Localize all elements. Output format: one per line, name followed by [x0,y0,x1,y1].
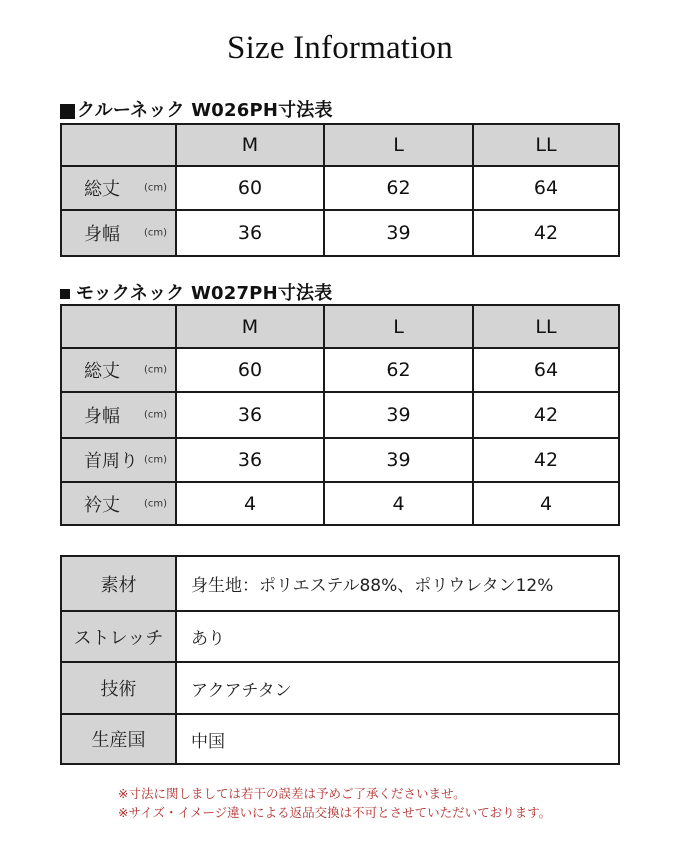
spec-value-stretch: あり [176,611,619,662]
row-label-total-length [61,166,176,210]
spec-value-country: 中国 [176,714,619,764]
spec-label-stretch: ストレッチ [61,611,176,662]
value-cell: 36 [176,438,324,482]
corner-cell [61,305,176,348]
page-title: Size Information [227,30,453,66]
table-row [61,611,619,662]
row-label-body-width [61,392,176,438]
value-cell: 39 [324,438,473,482]
row-label-text: 衿丈 [84,494,120,516]
row-label-text: 総丈 [84,361,120,382]
square-bullet-icon [60,289,70,299]
table-row [61,348,619,392]
table-row [61,166,619,210]
unit-label: (cm) [143,364,167,376]
corner-cell [61,124,176,166]
value-cell: 64 [473,166,619,210]
value-cell: 42 [473,392,619,438]
unit-label: (cm) [143,454,167,466]
table-row [61,556,619,611]
value-cell: 36 [176,210,324,256]
value-cell: 42 [473,438,619,482]
value-cell: 42 [473,210,619,256]
crew-neck-heading-text: クルーネック W026PH寸法表 [77,100,333,121]
row-label-collar-height [61,482,176,525]
crew-neck-size-table [60,123,620,257]
table-row [61,482,619,525]
column-header-ll: LL [473,305,619,348]
value-cell: 62 [324,166,473,210]
note-measurement-tolerance: ※寸法に関しましては若干の誤差は予めご了承くださいませ。 [118,786,466,801]
spec-value-material: 身生地：ポリエステル88%、ポリウレタン12% [176,556,619,611]
disclaimer-notes [118,784,551,822]
column-header-l: L [324,124,473,166]
mock-neck-heading-text: モックネック W027PH寸法表 [76,283,333,304]
value-cell: 4 [473,482,619,525]
row-label-text: 身幅 [84,224,120,245]
row-label-text: 身幅 [84,406,120,427]
value-cell: 60 [176,348,324,392]
column-header-ll: LL [473,124,619,166]
table-row [61,392,619,438]
row-label-neck-circumference [61,438,176,482]
table-header-row [61,124,619,166]
spec-label-material: 素材 [61,556,176,611]
value-cell: 64 [473,348,619,392]
table-row [61,662,619,714]
product-spec-table [60,555,620,765]
unit-label: (cm) [143,227,167,239]
column-header-l: L [324,305,473,348]
row-label-body-width [61,210,176,256]
table-row [61,714,619,764]
value-cell: 39 [324,210,473,256]
mock-neck-size-table [60,304,620,526]
unit-label: (cm) [143,409,167,421]
row-label-total-length [61,348,176,392]
crew-neck-heading [60,96,333,122]
spec-value-technology: アクアチタン [176,662,619,714]
value-cell: 4 [324,482,473,525]
spec-label-technology: 技術 [61,662,176,714]
table-row [61,210,619,256]
row-label-text: 首周り [84,451,138,472]
note-no-returns: ※サイズ・イメージ違いによる返品交換は不可とさせていただいております。 [118,805,552,820]
unit-label: (cm) [143,182,167,194]
value-cell: 39 [324,392,473,438]
value-cell: 36 [176,392,324,438]
value-cell: 60 [176,166,324,210]
value-cell: 4 [176,482,324,525]
unit-label: (cm) [143,498,167,509]
value-cell: 62 [324,348,473,392]
mock-neck-heading [60,279,332,305]
column-header-m: M [176,124,324,166]
square-bullet-icon [60,104,75,119]
row-label-text: 総丈 [84,179,120,200]
spec-label-country: 生産国 [61,714,176,764]
table-header-row [61,305,619,348]
table-row [61,438,619,482]
column-header-m: M [176,305,324,348]
